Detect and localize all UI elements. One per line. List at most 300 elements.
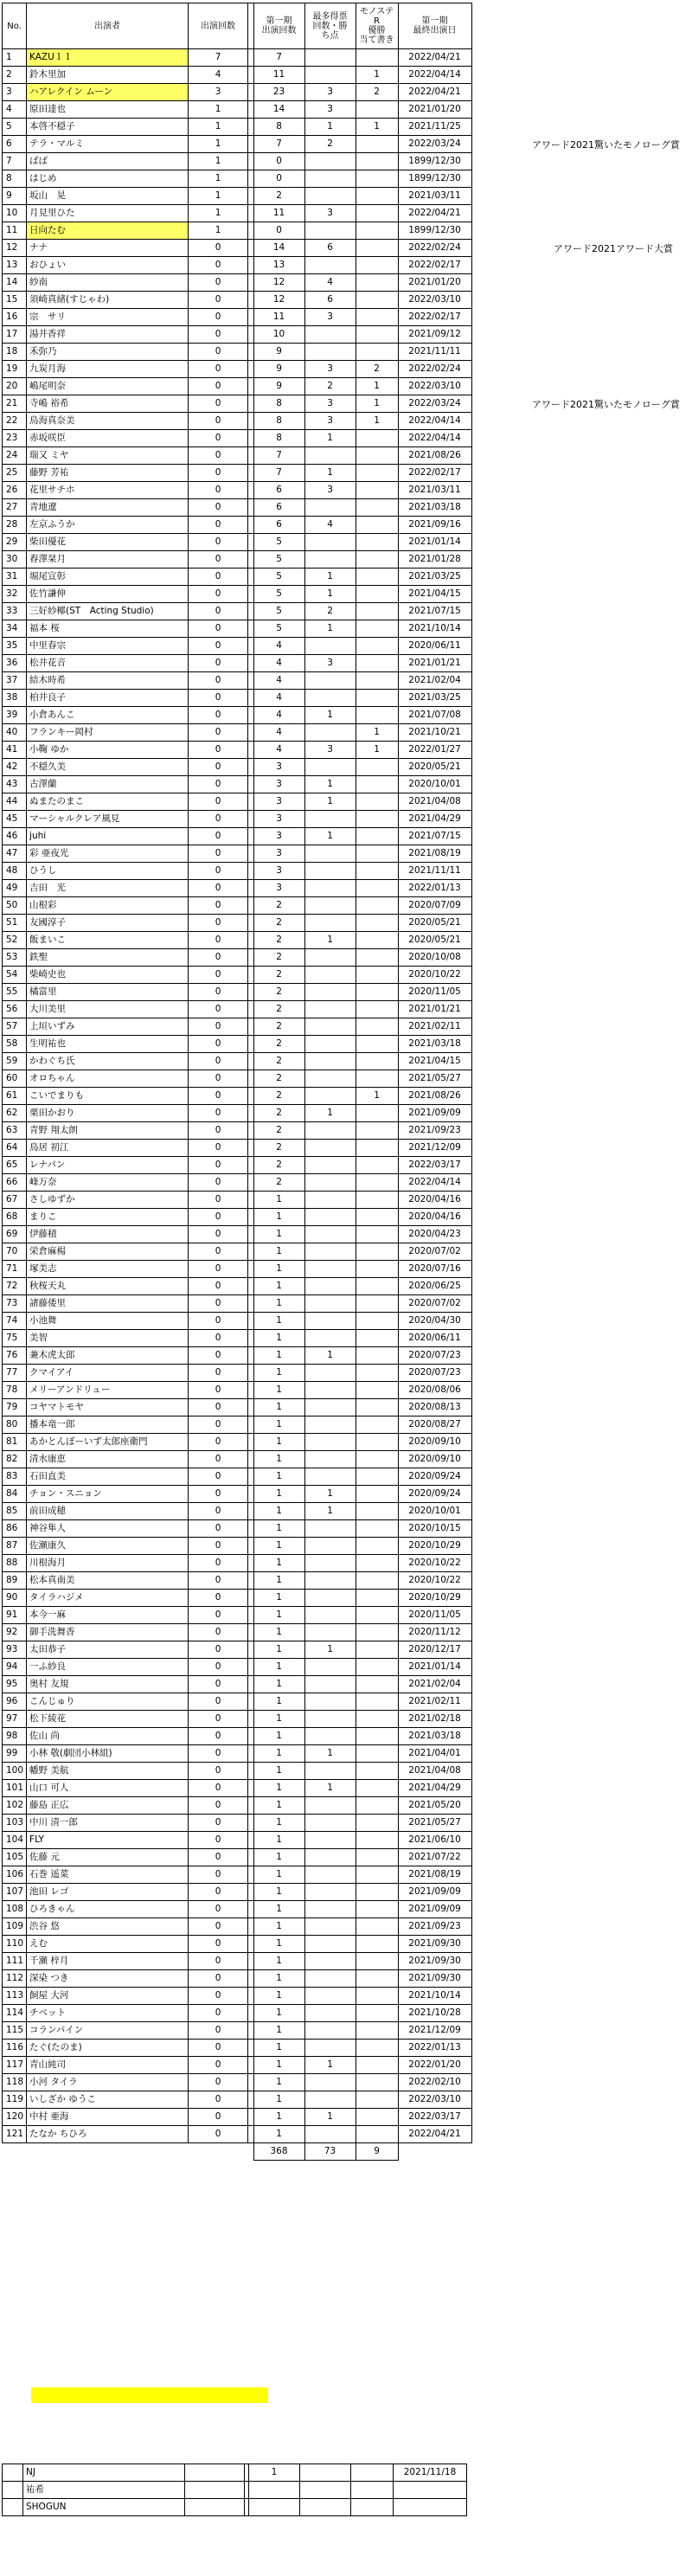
appearances	[185, 2464, 245, 2482]
most-votes	[304, 1468, 356, 1486]
monoste-r	[356, 793, 398, 811]
header-row	[3, 3, 472, 49]
table-row	[3, 1676, 472, 1693]
appearances: 0	[189, 1036, 248, 1053]
first-period-appearances: 1	[253, 1763, 304, 1780]
first-period-appearances: 1	[253, 1434, 304, 1451]
performer-name: はじめ	[27, 170, 189, 188]
row-no: 28	[3, 517, 27, 534]
most-votes	[304, 1434, 356, 1451]
last-date: 2022/04/21	[398, 205, 471, 222]
first-period-appearances: 2	[253, 1001, 304, 1018]
table-row	[3, 1849, 472, 1866]
monoste-r	[356, 1901, 398, 1918]
appearances: 0	[189, 1278, 248, 1295]
monoste-r: 1	[356, 67, 398, 84]
row-no: 115	[3, 2022, 27, 2040]
performer-name: 秋桜天丸	[27, 1278, 189, 1295]
row-no: 31	[3, 569, 27, 586]
last-date: 2021/04/01	[398, 1745, 471, 1763]
appearances: 0	[189, 1866, 248, 1884]
last-date: 2022/03/10	[398, 378, 471, 395]
last-date: 2020/04/16	[398, 1209, 471, 1226]
table-row	[3, 1261, 472, 1278]
monoste-r	[356, 603, 398, 620]
performer-name: 大川美里	[27, 1001, 189, 1018]
appearances: 0	[189, 932, 248, 949]
last-date: 2021/10/14	[398, 1988, 471, 2005]
last-date: 2021/01/14	[398, 534, 471, 551]
first-period-appearances: 2	[253, 188, 304, 205]
performer-name: チベット	[27, 2005, 189, 2022]
last-date: 2020/10/22	[398, 967, 471, 984]
row-no: 82	[3, 1451, 27, 1468]
appearances: 0	[189, 1486, 248, 1503]
table-row	[3, 2126, 472, 2143]
first-period-appearances: 2	[253, 1157, 304, 1174]
row-no: 4	[3, 101, 27, 119]
table-row	[3, 828, 472, 845]
table-row	[3, 551, 472, 569]
monoste-r	[356, 2022, 398, 2040]
table-row	[3, 1105, 472, 1122]
most-votes	[304, 1624, 356, 1641]
appearances: 0	[189, 1174, 248, 1192]
performer-name: 舂澤栞月	[27, 551, 189, 569]
table-row	[3, 1884, 472, 1901]
most-votes	[304, 1295, 356, 1313]
performer-name: 橘富里	[27, 984, 189, 1001]
table-row	[3, 430, 472, 447]
table-row	[3, 1382, 472, 1399]
appearances: 0	[189, 1901, 248, 1918]
most-votes	[304, 967, 356, 984]
monoste-r	[356, 1313, 398, 1330]
row-no: 81	[3, 1434, 27, 1451]
first-period-appearances: 1	[253, 1676, 304, 1693]
first-period-appearances: 8	[253, 413, 304, 430]
appearances: 0	[189, 292, 248, 309]
monoste-r	[356, 655, 398, 672]
monoste-r	[356, 1226, 398, 1243]
most-votes	[304, 499, 356, 517]
last-date: 2021/11/25	[398, 119, 471, 136]
monoste-r	[356, 1988, 398, 2005]
performer-name: オロちゃん	[27, 1070, 189, 1088]
performer-name: 柏井良子	[27, 690, 189, 707]
first-period-appearances: 1	[253, 1832, 304, 1849]
row-no: 23	[3, 430, 27, 447]
appearances: 0	[189, 672, 248, 690]
empty-cell	[27, 2143, 189, 2161]
monoste-r	[356, 2005, 398, 2022]
appearances: 0	[189, 499, 248, 517]
first-period-appearances: 1	[253, 1849, 304, 1866]
performer-name: 堀尾宣彰	[27, 569, 189, 586]
appearances: 0	[189, 1382, 248, 1399]
appearances: 0	[189, 811, 248, 828]
last-date: 2022/01/13	[398, 2040, 471, 2057]
first-period-appearances: 23	[253, 84, 304, 101]
appearances: 0	[189, 1520, 248, 1538]
appearances: 0	[189, 915, 248, 932]
first-period-appearances: 1	[253, 1278, 304, 1295]
monoste-r	[356, 1728, 398, 1745]
appearances: 1	[189, 205, 248, 222]
appearances: 0	[189, 1295, 248, 1313]
appearances: 0	[189, 1918, 248, 1936]
monoste-r	[356, 274, 398, 292]
row-no: 74	[3, 1313, 27, 1330]
performer-name: 藤島 正広	[27, 1797, 189, 1815]
appearances: 0	[189, 1365, 248, 1382]
performer-name: 祐希	[23, 2482, 185, 2499]
row-no: 88	[3, 1555, 27, 1572]
appearances: 0	[189, 2126, 248, 2143]
monoste-r	[356, 984, 398, 1001]
performer-name: 月見里ひた	[27, 205, 189, 222]
extra-performer-table	[2, 2464, 467, 2516]
last-date: 2021/02/11	[398, 1018, 471, 1036]
table-row	[3, 638, 472, 655]
performer-name: 峰万奈	[27, 1174, 189, 1192]
monoste-r	[356, 2109, 398, 2126]
performer-name: 日向たむ	[27, 222, 189, 240]
table-row	[3, 620, 472, 638]
first-period-appearances: 1	[253, 2005, 304, 2022]
table-row	[3, 1226, 472, 1243]
monoste-r	[356, 188, 398, 205]
monoste-r	[356, 1780, 398, 1797]
first-period-appearances: 2	[253, 1018, 304, 1036]
row-no: 48	[3, 863, 27, 880]
last-date: 2021/03/18	[398, 1036, 471, 1053]
most-votes: 4	[304, 274, 356, 292]
performer-name: 鈴木里加	[27, 67, 189, 84]
performer-name: 一ふ紗良	[27, 1659, 189, 1676]
last-date: 2021/04/15	[398, 1053, 471, 1070]
last-date: 2020/10/15	[398, 1520, 471, 1538]
performer-name: 三好紗椰(ST Acting Studio)	[27, 603, 189, 620]
appearances: 0	[189, 1728, 248, 1745]
performer-name: 松下綾花	[27, 1711, 189, 1728]
row-no: 75	[3, 1330, 27, 1347]
row-no: 98	[3, 1728, 27, 1745]
last-date: 2022/03/17	[398, 2109, 471, 2126]
last-date: 2020/06/25	[398, 1278, 471, 1295]
last-date: 2021/05/27	[398, 1070, 471, 1088]
performer-name: 清水康恵	[27, 1451, 189, 1468]
most-votes	[304, 2040, 356, 2057]
performer-name: 小鞠 ゆか	[27, 742, 189, 759]
performer-name: まりこ	[27, 1209, 189, 1226]
appearances: 0	[189, 845, 248, 863]
performer-name: 青地遼	[27, 499, 189, 517]
row-no: 66	[3, 1174, 27, 1192]
table-row	[3, 1624, 472, 1641]
header-performer: 出演者	[27, 3, 189, 49]
row-no: 86	[3, 1520, 27, 1538]
table-row	[3, 603, 472, 620]
monoste-r	[356, 2074, 398, 2091]
row-no: 53	[3, 949, 27, 967]
appearances: 0	[189, 1711, 248, 1728]
total-first-period-appearances: 368	[253, 2143, 304, 2161]
most-votes	[304, 1053, 356, 1070]
most-votes	[304, 1070, 356, 1088]
appearances: 0	[189, 2057, 248, 2074]
monoste-r	[356, 170, 398, 188]
performer-name: クマイアイ	[27, 1365, 189, 1382]
row-no: 25	[3, 465, 27, 482]
most-votes	[304, 222, 356, 240]
appearances: 1	[189, 101, 248, 119]
row-no: 67	[3, 1192, 27, 1209]
performer-name: 飼屋 大河	[27, 1988, 189, 2005]
table-row	[3, 67, 472, 84]
performer-name: 赤坂咲臣	[27, 430, 189, 447]
table-row	[3, 205, 472, 222]
first-period-appearances: 11	[253, 309, 304, 326]
table-row	[3, 1451, 472, 1468]
monoste-r	[356, 828, 398, 845]
appearances: 1	[189, 136, 248, 153]
performer-name: さしゆずか	[27, 1192, 189, 1209]
row-no: 6	[3, 136, 27, 153]
most-votes: 6	[304, 292, 356, 309]
monoste-r	[356, 1884, 398, 1901]
monoste-r	[356, 1624, 398, 1641]
first-period-appearances: 2	[253, 1036, 304, 1053]
most-votes: 6	[304, 240, 356, 257]
first-period-appearances: 1	[253, 1468, 304, 1486]
table-row	[3, 932, 472, 949]
table-row	[3, 1036, 472, 1053]
row-no: 107	[3, 1884, 27, 1901]
first-period-appearances: 2	[253, 915, 304, 932]
appearances: 0	[189, 1451, 248, 1468]
appearances: 0	[189, 707, 248, 724]
first-period-appearances: 2	[253, 1053, 304, 1070]
row-no: 5	[3, 119, 27, 136]
first-period-appearances: 1	[253, 1936, 304, 1953]
monoste-r	[356, 1347, 398, 1365]
row-no: 16	[3, 309, 27, 326]
first-period-appearances: 1	[253, 1572, 304, 1590]
last-date: 2022/04/14	[398, 413, 471, 430]
most-votes	[304, 1728, 356, 1745]
performer-name: 福本 桜	[27, 620, 189, 638]
most-votes	[304, 1140, 356, 1157]
most-votes	[304, 984, 356, 1001]
row-no: 27	[3, 499, 27, 517]
monoste-r	[356, 447, 398, 465]
most-votes	[304, 1763, 356, 1780]
first-period-appearances: 2	[253, 897, 304, 915]
last-date: 2021/01/20	[398, 274, 471, 292]
most-votes	[304, 2005, 356, 2022]
first-period-appearances: 6	[253, 482, 304, 499]
table-row	[3, 2109, 472, 2126]
first-period-appearances: 1	[253, 2057, 304, 2074]
performer-name: フランキー岡村	[27, 724, 189, 742]
table-row	[3, 1936, 472, 1953]
performer-name: 池田 レゴ	[27, 1884, 189, 1901]
row-no: 38	[3, 690, 27, 707]
table-row	[3, 517, 472, 534]
monoste-r	[356, 1849, 398, 1866]
most-votes	[304, 1590, 356, 1607]
monoste-r	[356, 2057, 398, 2074]
appearances: 4	[189, 67, 248, 84]
row-no: 85	[3, 1503, 27, 1520]
monoste-r	[356, 1555, 398, 1572]
appearances: 0	[189, 603, 248, 620]
appearances: 0	[189, 2005, 248, 2022]
performer-name: テラ・マルミ	[27, 136, 189, 153]
most-votes	[304, 551, 356, 569]
most-votes	[304, 1261, 356, 1278]
performer-table	[2, 3, 472, 2161]
most-votes: 3	[304, 205, 356, 222]
appearances: 0	[189, 2074, 248, 2091]
monoste-r	[356, 845, 398, 863]
last-date: 2021/09/30	[398, 1970, 471, 1988]
table-row	[3, 1192, 472, 1209]
last-date: 2021/01/14	[398, 1659, 471, 1676]
monoste-r	[356, 811, 398, 828]
most-votes: 3	[304, 84, 356, 101]
monoste-r	[356, 1122, 398, 1140]
appearances: 0	[189, 517, 248, 534]
first-period-appearances: 8	[253, 119, 304, 136]
table-row	[3, 534, 472, 551]
appearances: 0	[189, 1884, 248, 1901]
performer-name: 柴田優花	[27, 534, 189, 551]
performer-name: メリーアンドリュー	[27, 1382, 189, 1399]
yellow-highlight-bar	[31, 2387, 268, 2403]
last-date: 2021/10/21	[398, 724, 471, 742]
monoste-r	[356, 1261, 398, 1278]
appearances: 0	[189, 1088, 248, 1105]
table-row	[3, 759, 472, 776]
appearances: 0	[189, 1053, 248, 1070]
last-date: 2021/04/08	[398, 1763, 471, 1780]
last-date: 2021/08/19	[398, 845, 471, 863]
row-no: 19	[3, 361, 27, 378]
most-votes: 1	[304, 1105, 356, 1122]
appearances: 0	[189, 2022, 248, 2040]
monoste-r	[356, 205, 398, 222]
table-row	[3, 776, 472, 793]
most-votes	[304, 2091, 356, 2109]
monoste-r	[356, 1036, 398, 1053]
table-row	[3, 1503, 472, 1520]
monoste-r	[356, 240, 398, 257]
header-last-date: 第一期 最終出演日	[398, 3, 471, 49]
row-no: 26	[3, 482, 27, 499]
first-period-appearances: 9	[253, 361, 304, 378]
performer-name: 坂山 晃	[27, 188, 189, 205]
row-no: 33	[3, 603, 27, 620]
table-row	[3, 742, 472, 759]
last-date: 2020/10/01	[398, 776, 471, 793]
last-date: 2020/11/12	[398, 1624, 471, 1641]
table-row	[3, 344, 472, 361]
performer-name: 須崎真緒(すじゃわ)	[27, 292, 189, 309]
row-no: 99	[3, 1745, 27, 1763]
monoste-r	[356, 1936, 398, 1953]
appearances: 0	[189, 1261, 248, 1278]
appearances: 0	[189, 1745, 248, 1763]
table-row	[3, 153, 472, 170]
table-row	[3, 1901, 472, 1918]
row-no: 14	[3, 274, 27, 292]
last-date: 2022/03/17	[398, 1157, 471, 1174]
monoste-r	[356, 1330, 398, 1347]
table-row	[3, 1278, 472, 1295]
first-period-appearances: 5	[253, 586, 304, 603]
monoste-r	[356, 517, 398, 534]
totals-row	[3, 2143, 472, 2161]
most-votes: 1	[304, 793, 356, 811]
row-no: 77	[3, 1365, 27, 1382]
first-period-appearances: 2	[253, 1088, 304, 1105]
most-votes: 2	[304, 136, 356, 153]
row-no: 20	[3, 378, 27, 395]
row-no: 47	[3, 845, 27, 863]
most-votes	[304, 1953, 356, 1970]
most-votes: 3	[304, 482, 356, 499]
performer-name: 九炭月海	[27, 361, 189, 378]
performer-name: 美智	[27, 1330, 189, 1347]
monoste-r	[356, 136, 398, 153]
table-row	[3, 1693, 472, 1711]
monoste-r	[356, 1486, 398, 1503]
first-period-appearances: 5	[253, 534, 304, 551]
last-date: 2020/04/16	[398, 1192, 471, 1209]
header-no: No.	[3, 3, 27, 49]
table-row	[3, 84, 472, 101]
most-votes	[304, 2126, 356, 2143]
monoste-r: 1	[356, 1088, 398, 1105]
performer-name: 諸藤倭里	[27, 1295, 189, 1313]
performer-name: こんじゅり	[27, 1693, 189, 1711]
most-votes	[304, 1278, 356, 1295]
monoste-r	[356, 1953, 398, 1970]
last-date: 2021/09/09	[398, 1884, 471, 1901]
first-period-appearances: 1	[253, 1624, 304, 1641]
monoste-r	[356, 1070, 398, 1088]
row-no: 62	[3, 1105, 27, 1122]
appearances: 0	[189, 1555, 248, 1572]
last-date: 2021/09/09	[398, 1901, 471, 1918]
row-no: 80	[3, 1416, 27, 1434]
monoste-r	[356, 2091, 398, 2109]
most-votes: 3	[304, 101, 356, 119]
first-period-appearances: 1	[253, 2022, 304, 2040]
most-votes	[300, 2499, 351, 2516]
row-no: 55	[3, 984, 27, 1001]
monoste-r	[356, 153, 398, 170]
most-votes: 1	[304, 1641, 356, 1659]
appearances: 0	[189, 447, 248, 465]
row-no: 64	[3, 1140, 27, 1157]
total-monoste-r: 9	[356, 2143, 398, 2161]
table-row	[3, 1970, 472, 1988]
appearances: 0	[189, 1070, 248, 1088]
most-votes	[304, 1001, 356, 1018]
